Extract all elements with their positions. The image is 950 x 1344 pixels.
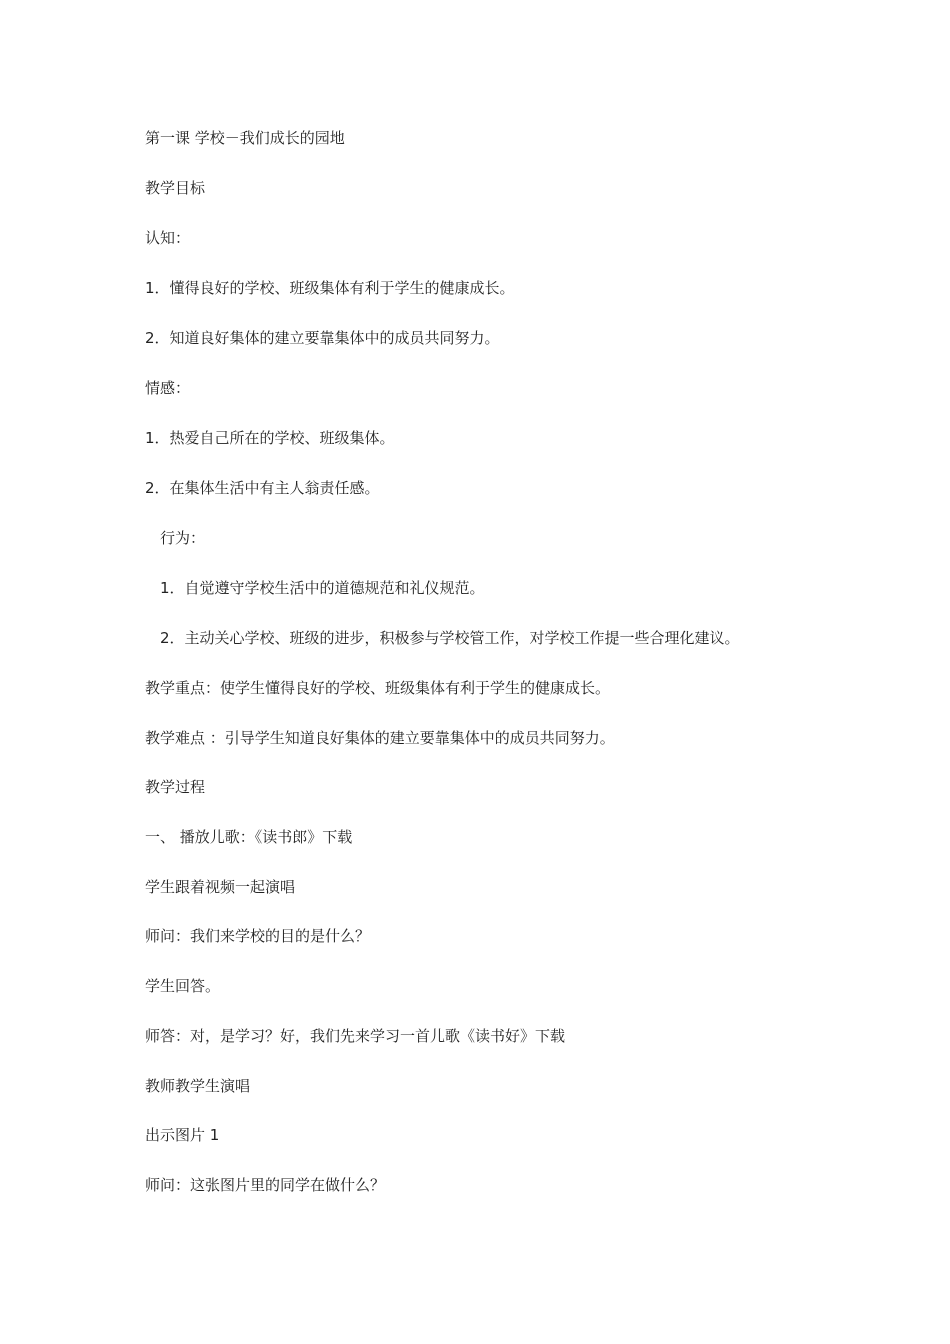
process-step-5: 师答：对，是学习？好，我们先来学习一首儿歌《读书好》下载 <box>145 1027 566 1045</box>
process-heading: 教学过程 <box>145 778 206 796</box>
behavior-heading: 行为： <box>160 529 206 547</box>
emotion-item-1: 1．热爱自己所在的学校、班级集体。 <box>145 429 395 447</box>
objectives-heading: 教学目标 <box>145 179 206 197</box>
emotion-item-2: 2．在集体生活中有主人翁责任感。 <box>145 479 380 497</box>
process-step-6: 教师教学生演唱 <box>145 1077 251 1095</box>
process-step-3: 师问：我们来学校的目的是什么？ <box>145 927 371 945</box>
cognition-item-1: 1．懂得良好的学校、班级集体有利于学生的健康成长。 <box>145 279 515 297</box>
process-step-2: 学生跟着视频一起演唱 <box>145 878 296 896</box>
process-step-4: 学生回答。 <box>145 977 221 995</box>
process-step-8: 师问：这张图片里的同学在做什么？ <box>145 1176 386 1194</box>
cognition-heading: 认知： <box>145 229 191 247</box>
lesson-title: 第一课 学校－我们成长的园地 <box>145 129 345 147</box>
difficult-point: 教学难点 ：引导学生知道良好集体的建立要靠集体中的成员共同努力。 <box>145 729 615 747</box>
key-point: 教学重点：使学生懂得良好的学校、班级集体有利于学生的健康成长。 <box>145 679 611 697</box>
behavior-item-2: 2．主动关心学校、班级的进步，积极参与学校管工作，对学校工作提一些合理化建议。 <box>160 629 740 647</box>
behavior-item-1: 1．自觉遵守学校生活中的道德规范和礼仪规范。 <box>160 579 485 597</box>
process-step-7: 出示图片 1 <box>145 1126 220 1144</box>
process-step-1: 一、 播放儿歌：《读书郎》下载 <box>145 828 353 846</box>
emotion-heading: 情感： <box>145 379 191 397</box>
cognition-item-2: 2．知道良好集体的建立要靠集体中的成员共同努力。 <box>145 329 500 347</box>
